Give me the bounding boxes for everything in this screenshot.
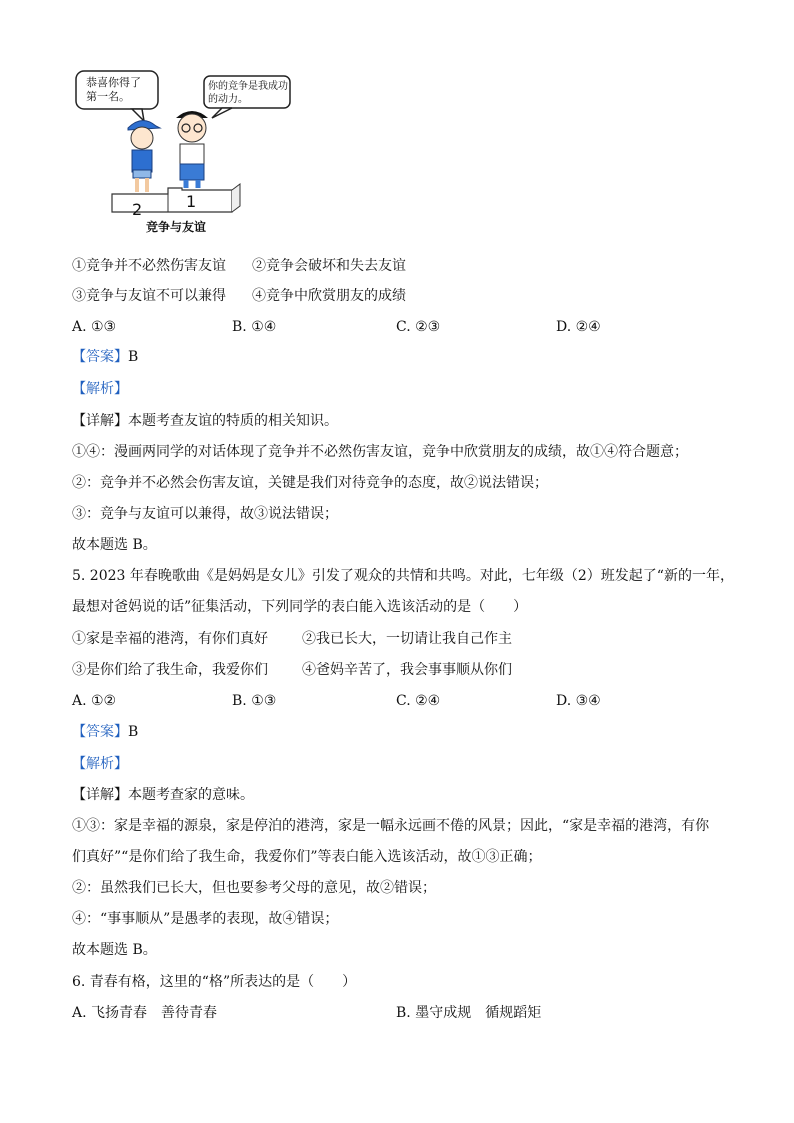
- q4-explanation-2: ②：竞争并不必然会伤害友谊，关键是我们对待竞争的态度，故②说法错误；: [72, 475, 548, 491]
- q5-option-a: A. ①②: [72, 693, 117, 709]
- q4-answer: [72, 347, 138, 367]
- q5-option-c: C. ②④: [396, 693, 441, 709]
- q6-stem: 6. 青春有格，这里的“格”所表达的是（ ）: [72, 974, 357, 990]
- podium-number-1: 1: [186, 192, 197, 211]
- q4-detail: [72, 411, 338, 431]
- cartoon-figure: [72, 66, 312, 236]
- q5-option-d: D. ③④: [556, 693, 601, 709]
- q5-statement-1: ①家是幸福的港湾，有你们真好: [72, 631, 268, 647]
- q5-explanation-4: ④：“事事顺从”是愚孝的表现，故④错误；: [72, 911, 339, 927]
- q4-statement-3: ③竞争与友谊不可以兼得: [72, 288, 226, 304]
- q5-stem-line-1: 5. 2023 年春晚歌曲《是妈妈是女儿》引发了观众的共情和共鸣。对此，七年级（2）班发起了“新的一年，: [72, 568, 734, 584]
- q4-statement-2: ②竞争会破坏和失去友谊: [252, 258, 406, 274]
- q4-explanation-1: ①④：漫画两同学的对话体现了竞争并不必然伤害友谊，竞争中欣赏朋友的成绩，故①④符合题意；: [72, 444, 688, 460]
- answer-label: 【答案】: [72, 349, 128, 365]
- q5-explanation-2: 们真好”“是你们给了我生命，我爱你们”等表白能入选该活动，故①③正确；: [72, 849, 542, 865]
- q4-option-c: C. ②③: [396, 319, 441, 335]
- analysis-label: 【解析】: [72, 756, 128, 772]
- q4-conclusion: 故本题选 B。: [72, 537, 157, 553]
- q4-statement-1: ①竞争并不必然伤害友谊: [72, 258, 226, 274]
- q4-explanation-3: ③：竞争与友谊可以兼得，故③说法错误；: [72, 506, 338, 522]
- q5-statement-4: ④爸妈辛苦了，我会事事顺从你们: [302, 662, 512, 678]
- podium-number-2: 2: [132, 200, 143, 219]
- detail-label: 【详解】: [72, 787, 128, 803]
- bubble-right-text: 你的竞争是我成功的动力。: [208, 81, 288, 105]
- detail-text: 本题考查家的意味。: [128, 787, 254, 803]
- q4-statement-4: ④竞争中欣赏朋友的成绩: [252, 288, 406, 304]
- q5-answer: [72, 722, 138, 742]
- q4-analysis-label: [72, 379, 128, 399]
- q5-explanation-1: ①③：家是幸福的源泉，家是停泊的港湾，家是一幅永远画不倦的风景；因此，“家是幸福的港湾，有你: [72, 818, 710, 834]
- q5-analysis-label: [72, 754, 128, 774]
- q5-statement-3: ③是你们给了我生命，我爱你们: [72, 662, 268, 678]
- q5-option-b: B. ①③: [232, 693, 277, 709]
- detail-text: 本题考查友谊的特质的相关知识。: [128, 413, 338, 429]
- q4-option-b: B. ①④: [232, 319, 277, 335]
- analysis-label: 【解析】: [72, 381, 128, 397]
- answer-label: 【答案】: [72, 724, 128, 740]
- q5-explanation-3: ②：虽然我们已长大，但也要参考父母的意见，故②错误；: [72, 880, 436, 896]
- q4-option-d: D. ②④: [556, 319, 601, 335]
- q5-stem-line-2: 最想对爸妈说的话”征集活动，下列同学的表白能入选该活动的是（ ）: [72, 599, 528, 615]
- q6-option-a: A. 飞扬青春 善待青春: [72, 1005, 218, 1021]
- figure-caption: 竞争与友谊: [146, 220, 207, 234]
- q5-statement-2: ②我已长大，一切请让我自己作主: [302, 631, 512, 647]
- q4-option-a: A. ①③: [72, 319, 117, 335]
- detail-label: 【详解】: [72, 413, 128, 429]
- q5-detail: [72, 785, 254, 805]
- bubble-left-text: 恭喜你得了第一名。: [86, 76, 141, 103]
- q5-conclusion: 故本题选 B。: [72, 942, 157, 958]
- answer-value: B: [128, 724, 139, 740]
- q6-option-b: B. 墨守成规 循规蹈矩: [396, 1005, 542, 1021]
- answer-value: B: [128, 349, 139, 365]
